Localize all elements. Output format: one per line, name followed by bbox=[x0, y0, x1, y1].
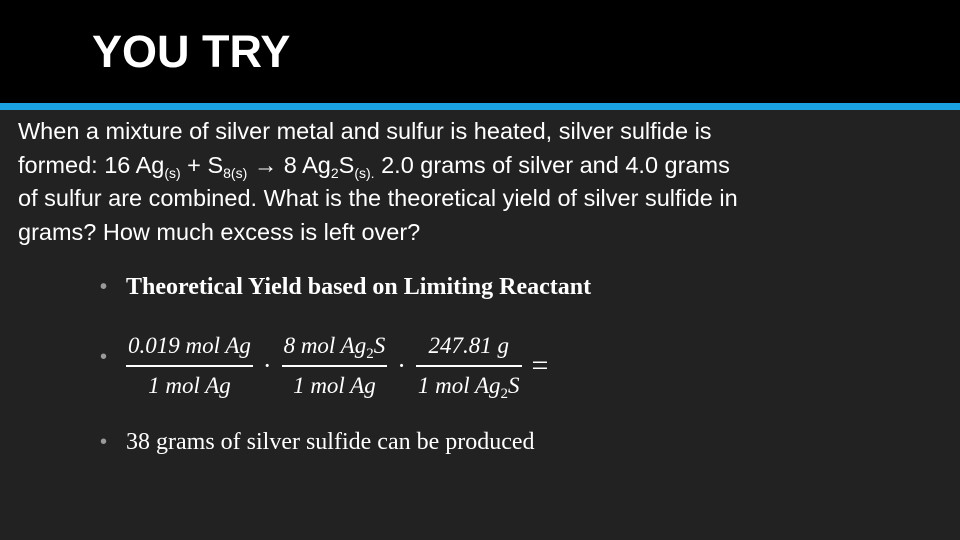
title-bar bbox=[0, 0, 960, 103]
multiply-dot: · bbox=[262, 351, 272, 380]
accent-line bbox=[0, 103, 960, 110]
subscript-2: 2 bbox=[330, 164, 339, 181]
fraction-2-numerator bbox=[282, 327, 388, 365]
prompt-line-2b: + S bbox=[180, 151, 224, 178]
fraction-1 bbox=[126, 327, 253, 405]
prompt-line-1: When a mixture of silver metal and sulfur is heated, silver sulfide is bbox=[18, 118, 712, 144]
bullet-result bbox=[100, 424, 591, 460]
problem-statement bbox=[18, 115, 948, 249]
fraction-3-denominator bbox=[416, 367, 522, 405]
fraction-3-den-text: 1 mol Ag bbox=[417, 373, 501, 398]
dimensional-analysis-equation bbox=[126, 308, 548, 424]
fraction-2-num-text: 8 mol Ag bbox=[283, 333, 367, 358]
prompt-line-3: of sulfur are combined. What is the theoretical yield of silver sulfide in bbox=[18, 185, 738, 211]
slide-title: YOU TRY bbox=[92, 26, 291, 77]
fraction-3 bbox=[416, 327, 522, 405]
state-sub-2: 8(s) bbox=[223, 164, 248, 181]
prompt-line-2d: S bbox=[338, 151, 355, 178]
fraction-3-den-tail: S bbox=[508, 373, 520, 398]
prompt-line-2e: 2.0 grams of silver and 4.0 grams bbox=[374, 151, 730, 178]
state-sub-3: (s). bbox=[354, 164, 375, 181]
multiply-dot: · bbox=[397, 351, 406, 380]
bullet-heading bbox=[100, 268, 591, 308]
bullet-list bbox=[100, 268, 591, 460]
prompt-line-2c: 8 Ag bbox=[277, 151, 331, 178]
fraction-1-denominator: 1 mol Ag bbox=[148, 373, 231, 398]
bullet-equation bbox=[100, 308, 591, 424]
bullet-icon: • bbox=[100, 276, 108, 298]
fraction-3-den-sub: 2 bbox=[500, 386, 509, 402]
state-sub-1: (s) bbox=[164, 164, 181, 181]
bullet-icon: • bbox=[100, 346, 108, 368]
prompt-line-4: grams? How much excess is left over? bbox=[18, 218, 421, 245]
prompt-line-2a: formed: 16 Ag bbox=[18, 151, 165, 178]
equals-sign: = bbox=[531, 349, 549, 382]
bullet-icon: • bbox=[100, 431, 108, 453]
arrow-icon: → bbox=[253, 151, 278, 178]
fraction-2 bbox=[282, 327, 388, 405]
fraction-3-numerator: 247.81 g bbox=[428, 333, 509, 358]
heading-text: Theoretical Yield based on Limiting Reactant bbox=[126, 274, 592, 300]
fraction-2-num-sub: 2 bbox=[366, 346, 374, 362]
fraction-2-num-tail: S bbox=[373, 333, 386, 358]
result-text: 38 grams of silver sulfide can be produced bbox=[126, 429, 535, 455]
fraction-1-numerator: 0.019 mol Ag bbox=[128, 333, 251, 358]
fraction-2-denominator: 1 mol Ag bbox=[293, 373, 376, 398]
